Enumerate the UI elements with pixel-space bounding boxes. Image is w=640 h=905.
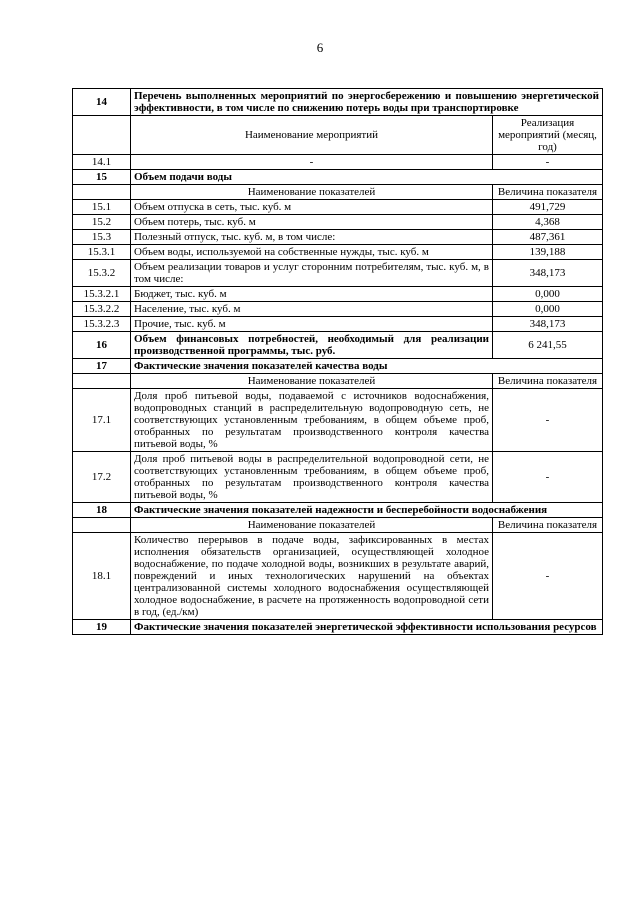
row-name: Объем реализации товаров и услуг сторонним потребителям, тыс. куб. м, в том числе: xyxy=(131,260,493,287)
table-row xyxy=(73,287,603,302)
row-number: 15.2 xyxy=(73,215,131,230)
row-number: 15.3.1 xyxy=(73,245,131,260)
section-number: 19 xyxy=(73,620,131,635)
section-title: Фактические значения показателей качества воды xyxy=(131,359,603,374)
section-title: Перечень выполненных мероприятий по энергосбережению и повышению энергетической эффективности, в том числе по снижению потерь воды при транспортировке xyxy=(131,89,603,116)
row-value: 0,000 xyxy=(493,287,603,302)
column-header-name: Наименование мероприятий xyxy=(131,116,493,155)
column-header-value: Величина показателя xyxy=(493,185,603,200)
column-header-value: Величина показателя xyxy=(493,374,603,389)
row-number: 15.3.2.1 xyxy=(73,287,131,302)
row-name: Объем отпуска в сеть, тыс. куб. м xyxy=(131,200,493,215)
section-title: Объем финансовых потребностей, необходимый для реализации производственной программы, тыс. руб. xyxy=(131,332,493,359)
row-value: 4,368 xyxy=(493,215,603,230)
row-number: 14.1 xyxy=(73,155,131,170)
row-name: Бюджет, тыс. куб. м xyxy=(131,287,493,302)
table-row xyxy=(73,302,603,317)
section-14-header xyxy=(73,89,603,116)
section-title: Фактические значения показателей энергетической эффективности использования ресурсов xyxy=(131,620,603,635)
row-number: 18.1 xyxy=(73,533,131,620)
section-number: 16 xyxy=(73,332,131,359)
table-row xyxy=(73,230,603,245)
row-value: 348,173 xyxy=(493,317,603,332)
section-number: 17 xyxy=(73,359,131,374)
section-number: 18 xyxy=(73,503,131,518)
section-number: 15 xyxy=(73,170,131,185)
row-value: 487,361 xyxy=(493,230,603,245)
row-name: Количество перерывов в подаче воды, зафиксированных в местах исполнения обязательств организацией, осуществляющей холодное водоснабжение, по подаче холодной воды, возникших в результате аварий, повреждений и иных технологических нарушений на объектах централизованной системы холодного водоснабжения осуществляющей холодное водоснабжение, в расчете на протяженность водопроводной сети в год, (ед./км) xyxy=(131,533,493,620)
column-header-value: Реализация мероприятий (месяц, год) xyxy=(493,116,603,155)
row-name: Объем воды, используемой на собственные нужды, тыс. куб. м xyxy=(131,245,493,260)
production-program-table xyxy=(72,88,603,635)
table-row xyxy=(73,389,603,452)
row-name: - xyxy=(131,155,493,170)
section-17-columns xyxy=(73,374,603,389)
table-row xyxy=(73,317,603,332)
row-value: 491,729 xyxy=(493,200,603,215)
section-title: Фактические значения показателей надежности и бесперебойности водоснабжения xyxy=(131,503,603,518)
section-15-columns xyxy=(73,185,603,200)
row-number: 15.3.2 xyxy=(73,260,131,287)
row-value: - xyxy=(493,533,603,620)
row-value: 348,173 xyxy=(493,260,603,287)
column-header-name: Наименование показателей xyxy=(131,185,493,200)
row-value: - xyxy=(493,452,603,503)
row-value: - xyxy=(493,389,603,452)
table-row xyxy=(73,200,603,215)
table-row xyxy=(73,260,603,287)
table-row xyxy=(73,533,603,620)
section-number: 14 xyxy=(73,89,131,116)
column-header-name: Наименование показателей xyxy=(131,518,493,533)
table-row xyxy=(73,245,603,260)
table-row xyxy=(73,452,603,503)
row-name: Прочие, тыс. куб. м xyxy=(131,317,493,332)
row-number: 15.1 xyxy=(73,200,131,215)
row-name: Доля проб питьевой воды в распределительной водопроводной сети, не соответствующих установленным требованиям, в общем объеме проб, отобранных по результатам производственного контроля качества питьевой воды, % xyxy=(131,452,493,503)
row-value: - xyxy=(493,155,603,170)
section-19-header xyxy=(73,620,603,635)
section-14-columns xyxy=(73,116,603,155)
table-row xyxy=(73,215,603,230)
row-value: 0,000 xyxy=(493,302,603,317)
column-header-value: Величина показателя xyxy=(493,518,603,533)
row-number: 17.2 xyxy=(73,452,131,503)
row-name: Объем потерь, тыс. куб. м xyxy=(131,215,493,230)
row-number: 15.3.2.3 xyxy=(73,317,131,332)
column-header-name: Наименование показателей xyxy=(131,374,493,389)
section-15-header xyxy=(73,170,603,185)
page-number: 6 xyxy=(316,40,324,55)
section-title: Объем подачи воды xyxy=(131,170,603,185)
row-number: 15.3.2.2 xyxy=(73,302,131,317)
section-18-header xyxy=(73,503,603,518)
row-name: Население, тыс. куб. м xyxy=(131,302,493,317)
financial-needs-value: 6 241,55 xyxy=(493,332,603,359)
row-name: Полезный отпуск, тыс. куб. м, в том числе: xyxy=(131,230,493,245)
row-value: 139,188 xyxy=(493,245,603,260)
row-number: 15.3 xyxy=(73,230,131,245)
row-name: Доля проб питьевой воды, подаваемой с источников водоснабжения, водопроводных станций в распределительную водопроводную сеть, не соответствующих установленным требованиям, в общем объеме проб, отобранных по результатам производственного контроля качества питьевой воды, % xyxy=(131,389,493,452)
section-16-row xyxy=(73,332,603,359)
section-18-columns xyxy=(73,518,603,533)
section-17-header xyxy=(73,359,603,374)
row-number: 17.1 xyxy=(73,389,131,452)
table-row xyxy=(73,155,603,170)
